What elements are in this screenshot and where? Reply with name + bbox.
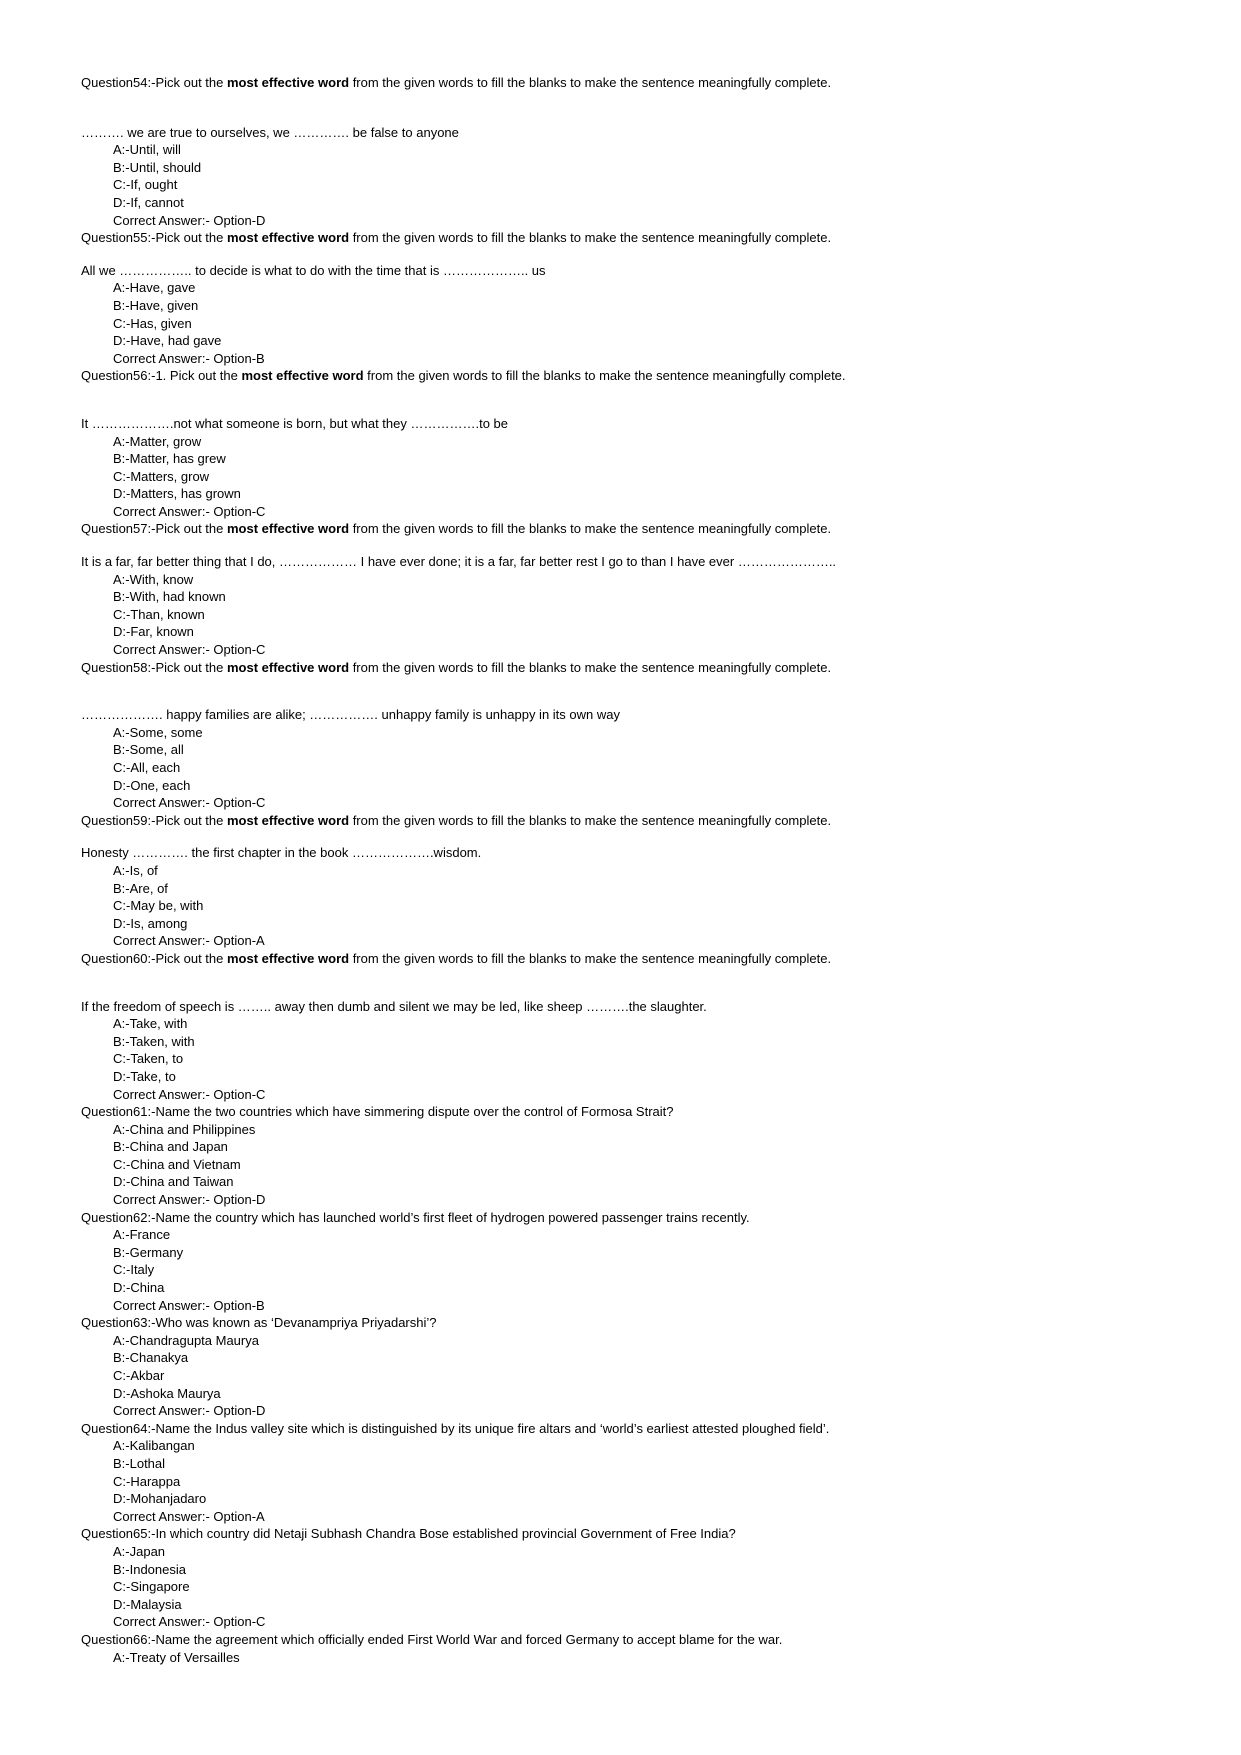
options-list: [81, 433, 1201, 521]
answer-value: Option-C: [213, 642, 266, 658]
option-b: B:-Germany: [113, 1244, 184, 1260]
option-a: A:-Until, will: [113, 142, 181, 158]
option-b: B:-Have, given: [113, 297, 199, 313]
option-a: A:-Some, some: [113, 724, 203, 740]
correct-answer: [113, 503, 1201, 521]
option-d: D:-If, cannot: [113, 194, 184, 210]
option-c: C:-Singapore: [113, 1579, 190, 1595]
correct-answer: [113, 1297, 1201, 1315]
option-b: B:-With, had known: [113, 589, 226, 605]
option-a: A:-France: [113, 1227, 171, 1243]
instruction-text: Pick out the: [155, 950, 227, 966]
option-d: D:-Mohanjadaro: [113, 1491, 207, 1507]
option-a: A:-Kalibangan: [113, 1438, 195, 1454]
correct-answer: [113, 794, 1201, 812]
answer-prefix: Correct Answer:-: [113, 1192, 214, 1208]
option-a: A:-China and Philippines: [113, 1121, 256, 1137]
options-list: [81, 279, 1201, 367]
answer-prefix: Correct Answer:-: [113, 1403, 214, 1419]
correct-answer: [113, 1402, 1201, 1420]
question-text: In which country did Netaji Subhash Chandra Bose established provincial Government of Free India?: [155, 1526, 736, 1542]
answer-prefix: Correct Answer:-: [113, 642, 214, 658]
instruction-text: from the given words to fill the blanks to make the sentence meaningfully complete.: [349, 950, 832, 966]
question-heading: [81, 1209, 1201, 1227]
answer-prefix: Correct Answer:-: [113, 350, 214, 366]
question-label: Question62:-: [81, 1209, 156, 1225]
options-list: [81, 1332, 1201, 1420]
option-b: B:-Lothal: [113, 1455, 166, 1471]
option-c: C:-May be, with: [113, 898, 204, 914]
question-heading: [81, 812, 1201, 830]
option-c: C:-China and Vietnam: [113, 1156, 241, 1172]
answer-prefix: Correct Answer:-: [113, 1297, 214, 1313]
question-label: Question60:-: [81, 950, 156, 966]
question-heading: [81, 74, 1201, 92]
question-label: Question59:-: [81, 812, 156, 828]
question-heading: [81, 1420, 1201, 1438]
option-c: C:-Matters, grow: [113, 468, 210, 484]
option-a: A:-Take, with: [113, 1016, 188, 1032]
answer-prefix: Correct Answer:-: [113, 933, 214, 949]
answer-value: Option-C: [213, 503, 266, 519]
option-a: A:-With, know: [113, 571, 194, 587]
options-list: [81, 1121, 1201, 1209]
sentence-stem: All we …………….. to decide is what to do with the time that is ……………….. us: [81, 262, 546, 278]
question-prefix: 1.: [155, 368, 170, 384]
option-b: B:-Some, all: [113, 742, 184, 758]
option-a: A:-Is, of: [113, 862, 158, 878]
question-label: Question66:-: [81, 1631, 156, 1647]
question-text: Name the Indus valley site which is distinguished by its unique fire altars and ‘world’s earliest attested ploughed field’.: [155, 1420, 830, 1436]
correct-answer: [113, 350, 1201, 368]
answer-value: Option-D: [213, 1192, 266, 1208]
question-block: [81, 1209, 1201, 1315]
instruction-emphasis: most effective word: [226, 230, 350, 246]
option-d: D:-Malaysia: [113, 1596, 182, 1612]
instruction-text: Pick out the: [155, 521, 227, 537]
correct-answer: [113, 641, 1201, 659]
options-list: [81, 862, 1201, 950]
options-list: [81, 571, 1201, 659]
question-heading: [81, 229, 1201, 247]
option-d: D:-Far, known: [113, 624, 194, 640]
instruction-text: from the given words to fill the blanks to make the sentence meaningfully complete.: [349, 230, 832, 246]
answer-value: Option-B: [213, 1297, 265, 1313]
answer-value: Option-B: [213, 350, 265, 366]
options-list: [81, 1437, 1201, 1525]
option-a: A:-Treaty of Versailles: [113, 1649, 240, 1665]
answer-prefix: Correct Answer:-: [113, 503, 214, 519]
option-c: C:-All, each: [113, 760, 181, 775]
correct-answer: [113, 932, 1201, 950]
option-d: D:-Have, had gave: [113, 333, 222, 349]
options-list: [81, 1226, 1201, 1314]
answer-prefix: Correct Answer:-: [113, 212, 214, 228]
option-d: D:-Is, among: [113, 915, 188, 931]
question-block: [81, 659, 1201, 812]
correct-answer: [113, 1086, 1201, 1104]
instruction-emphasis: most effective word: [241, 368, 364, 384]
option-d: D:-Ashoka Maurya: [113, 1385, 221, 1401]
answer-value: Option-D: [213, 212, 266, 228]
question-document: [81, 74, 1201, 1666]
correct-answer: [113, 212, 1201, 230]
instruction-emphasis: most effective word: [226, 950, 350, 966]
correct-answer: [113, 1508, 1201, 1526]
question-label: Question55:-: [81, 230, 156, 246]
option-d: D:-China and Taiwan: [113, 1174, 234, 1190]
option-c: C:-Harappa: [113, 1473, 181, 1489]
question-block: [81, 229, 1201, 367]
question-label: Question54:-: [81, 75, 156, 90]
instruction-text: Pick out the: [169, 368, 242, 384]
question-block: [81, 367, 1201, 520]
question-block: [81, 520, 1201, 658]
question-heading: [81, 659, 1201, 677]
option-b: B:-Indonesia: [113, 1561, 186, 1577]
option-c: C:-Akbar: [113, 1368, 165, 1383]
sentence-stem: If the freedom of speech is …….. away then dumb and silent we may be led, like sheep ……….the slaughter.: [81, 998, 707, 1014]
question-label: Question56:-: [81, 368, 156, 384]
question-block: [81, 812, 1201, 950]
option-b: B:-Taken, with: [113, 1033, 195, 1049]
question-heading: [81, 1631, 1201, 1649]
instruction-emphasis: most effective word: [226, 75, 350, 90]
sentence-stem: ………………. happy families are alike; ……………. unhappy family is unhappy in its own way: [81, 707, 620, 723]
question-label: Question58:-: [81, 659, 156, 675]
option-c: C:-Taken, to: [113, 1051, 184, 1067]
question-heading: [81, 367, 1201, 385]
instruction-text: Pick out the: [155, 659, 227, 675]
answer-prefix: Correct Answer:-: [113, 795, 214, 811]
answer-value: Option-D: [213, 1403, 266, 1419]
question-text: Name the country which has launched world’s first fleet of hydrogen powered passenger trains recently.: [155, 1209, 750, 1225]
question-text: Name the agreement which officially ended First World War and forced Germany to accept blame for the war.: [155, 1631, 783, 1647]
instruction-text: Pick out the: [155, 812, 227, 828]
answer-value: Option-A: [213, 1508, 265, 1524]
question-label: Question57:-: [81, 521, 156, 537]
option-c: C:-If, ought: [113, 177, 178, 193]
question-text: Name the two countries which have simmering dispute over the control of Formosa Strait?: [155, 1104, 674, 1120]
instruction-emphasis: most effective word: [226, 812, 350, 828]
option-b: B:-Chanakya: [113, 1350, 189, 1366]
option-b: B:-China and Japan: [113, 1139, 228, 1155]
option-d: D:-One, each: [113, 777, 191, 793]
option-c: C:-Than, known: [113, 606, 205, 622]
option-a: A:-Chandragupta Maurya: [113, 1332, 259, 1348]
option-d: D:-China: [113, 1280, 165, 1296]
option-a: A:-Have, gave: [113, 280, 196, 296]
question-label: Question65:-: [81, 1526, 156, 1542]
question-label: Question61:-: [81, 1104, 156, 1120]
option-c: C:-Italy: [113, 1262, 155, 1278]
sentence-stem: It ……………….not what someone is born, but what they …………….to be: [81, 415, 509, 431]
question-block: [81, 1103, 1201, 1209]
instruction-text: from the given words to fill the blanks to make the sentence meaningfully complete.: [349, 659, 832, 675]
question-label: Question64:-: [81, 1420, 156, 1436]
question-heading: [81, 950, 1201, 968]
option-a: A:-Japan: [113, 1543, 166, 1559]
instruction-text: Pick out the: [155, 75, 227, 90]
question-text: Who was known as ‘Devanampriya Priyadarshi’?: [155, 1315, 437, 1331]
option-c: C:-Has, given: [113, 315, 192, 331]
correct-answer: [113, 1191, 1201, 1209]
option-d: D:-Matters, has grown: [113, 486, 241, 502]
options-list: [81, 1015, 1201, 1103]
option-d: D:-Take, to: [113, 1068, 176, 1084]
instruction-text: from the given words to fill the blanks to make the sentence meaningfully complete.: [349, 812, 832, 828]
option-b: B:-Matter, has grew: [113, 451, 226, 467]
answer-value: Option-C: [213, 795, 266, 811]
answer-value: Option-C: [213, 1086, 266, 1102]
question-block: [81, 1420, 1201, 1526]
question-label: Question63:-: [81, 1315, 156, 1331]
instruction-emphasis: most effective word: [226, 659, 350, 675]
question-block: [81, 74, 1201, 229]
sentence-stem: ………. we are true to ourselves, we …………. be false to anyone: [81, 124, 459, 140]
answer-prefix: Correct Answer:-: [113, 1614, 214, 1630]
question-block: [81, 1314, 1201, 1420]
sentence-stem: It is a far, far better thing that I do, ……………… I have ever done; it is a far, far better rest I go to than I have ever …………………..: [81, 554, 837, 570]
question-block: [81, 950, 1201, 1103]
answer-prefix: Correct Answer:-: [113, 1086, 214, 1102]
option-a: A:-Matter, grow: [113, 433, 202, 449]
question-heading: [81, 1314, 1201, 1332]
answer-value: Option-A: [213, 933, 265, 949]
question-heading: [81, 1525, 1201, 1543]
sentence-stem: Honesty …………. the first chapter in the book ……………….wisdom.: [81, 845, 482, 861]
correct-answer: [113, 1613, 1201, 1631]
options-list: [81, 724, 1201, 812]
instruction-text: from the given words to fill the blanks to make the sentence meaningfully complete.: [349, 75, 832, 90]
option-b: B:-Until, should: [113, 159, 202, 175]
answer-prefix: Correct Answer:-: [113, 1508, 214, 1524]
option-b: B:-Are, of: [113, 880, 168, 896]
question-block: [81, 1631, 1201, 1666]
instruction-text: from the given words to fill the blanks to make the sentence meaningfully complete.: [349, 521, 832, 537]
instruction-text: from the given words to fill the blanks to make the sentence meaningfully complete.: [363, 368, 846, 384]
options-list: [81, 1649, 1201, 1667]
answer-value: Option-C: [213, 1614, 266, 1630]
question-heading: [81, 520, 1201, 538]
options-list: [81, 141, 1201, 229]
instruction-emphasis: most effective word: [226, 521, 350, 537]
instruction-text: Pick out the: [155, 230, 227, 246]
question-heading: [81, 1103, 1201, 1121]
question-block: [81, 1525, 1201, 1631]
options-list: [81, 1543, 1201, 1631]
